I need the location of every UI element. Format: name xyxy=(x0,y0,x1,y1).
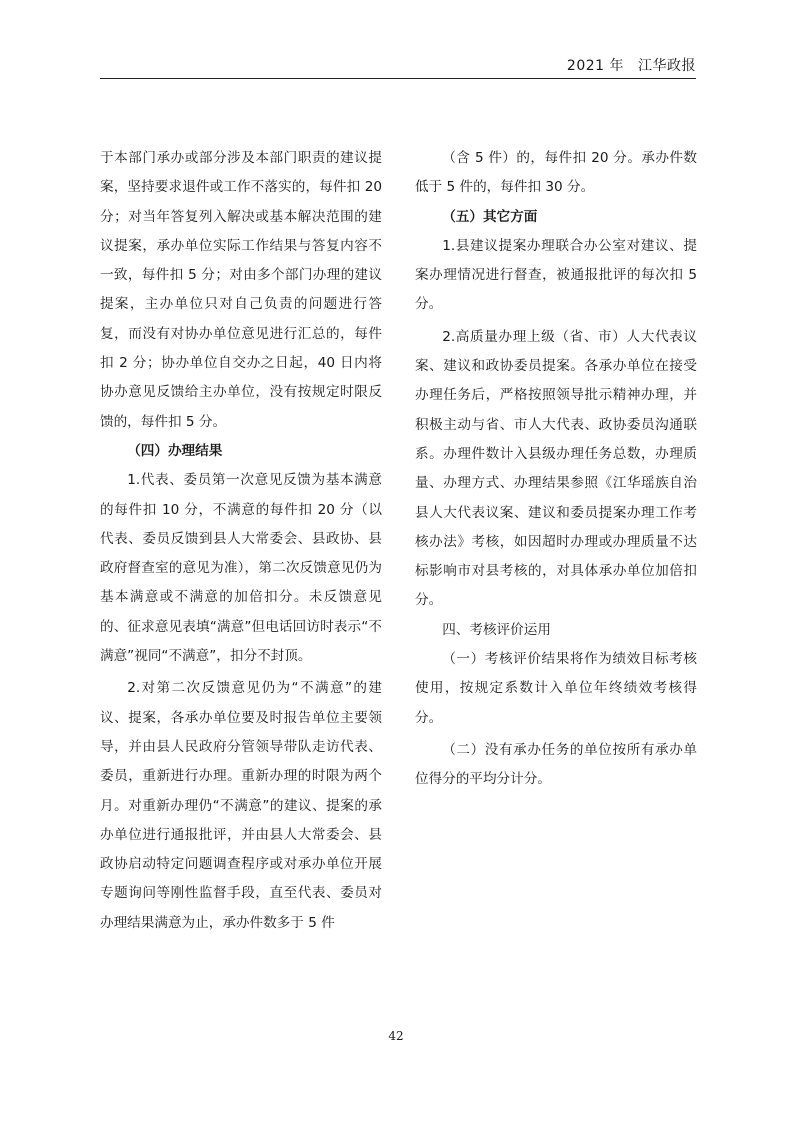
right-column xyxy=(415,144,697,795)
page-number: 42 xyxy=(388,1029,404,1043)
header-text xyxy=(567,55,696,75)
left-paragraph-2: 1.代表、委员第一次意见反馈为基本满意的每件扣 10 分，不满意的每件扣 20 分（以代表、委员反馈到县人大常委会、县政协、县政府督查室的意见为准），第二次反馈意见仍为基本满意或不满意的加倍扣分。未反馈意见的、征求意见表填“满意”但电话回访时表示“不满意”视同“不满意”，扣分不封顶。 xyxy=(100,472,382,665)
section-heading-other: （五）其它方面 xyxy=(442,208,538,225)
left-paragraph-1: 于本部门承办或部分涉及本部门职责的建议提案，坚持要求退件或工作不落实的，每件扣 20 分；对当年答复列入解决或基本解决范围的建议提案，承办单位实际工作结果与答复内容不一致，每件扣 5 分；对由多个部门办理的建议提案，主办单位只对自己负责的问题进行答复，而没有对协办单位意见进行汇总的，每件扣 2 分；协办单位自交办之日起，40 日内将协办意见反馈给主办单位，没有按规定时限反馈的，每件扣 5 分。 xyxy=(100,150,382,430)
header-publication: 江华政报 xyxy=(638,58,696,74)
right-paragraph-1: （含 5 件）的，每件扣 20 分。承办件数低于 5 件的，每件扣 30 分。 xyxy=(415,150,697,196)
section-heading-evaluation: 四、考核评价运用 xyxy=(442,621,551,638)
right-paragraph-2: 1.县建议提案办理联合办公室对建议、提案办理情况进行督查，被通报批评的每次扣 5 分。 xyxy=(415,237,697,313)
right-paragraph-5: （二）没有承办任务的单位按所有承办单位得分的平均分计分。 xyxy=(415,741,697,788)
right-paragraph-4: （一）考核评价结果将作为绩效目标考核使用，按规定系数计入单位年终绩效考核得分。 xyxy=(415,651,697,726)
right-paragraph-3: 2.高质量办理上级（省、市）人大代表议案、建议和政协委员提案。各承办单位在接受办理任务后，严格按照领导批示精神办理，并积极主动与省、市人大代表、政协委员沟通联系。办理件数计入县级办理任务总数，办理质量、办理方式、办理结果参照《江华瑶族自治县人大代表议案、建议和委员提案办理工作考核办法》考核，如因超时办理或办理质量不达标影响市对县考核的，对具体承办单位加倍扣分。 xyxy=(415,328,697,609)
header-rule xyxy=(100,78,696,79)
section-heading-results: （四）办理结果 xyxy=(127,442,223,459)
left-column xyxy=(100,144,382,938)
left-paragraph-3: 2.对第二次反馈意见仍为“不满意”的建议、提案，各承办单位要及时报告单位主要领导，并由县人民政府分管领导带队走访代表、委员，重新进行办理。重新办理的时限为两个月。对重新办理仍“不满意”的建议、提案的承办单位进行通报批评，并由县人大常委会、县政协启动特定问题调查程序或对承办单位开展专题询问等刚性监督手段，直至代表、委员对办理结果满意为止，承办件数多于 5 件 xyxy=(100,680,382,931)
header-year: 2021 年 xyxy=(566,58,624,74)
page-header xyxy=(100,0,696,82)
